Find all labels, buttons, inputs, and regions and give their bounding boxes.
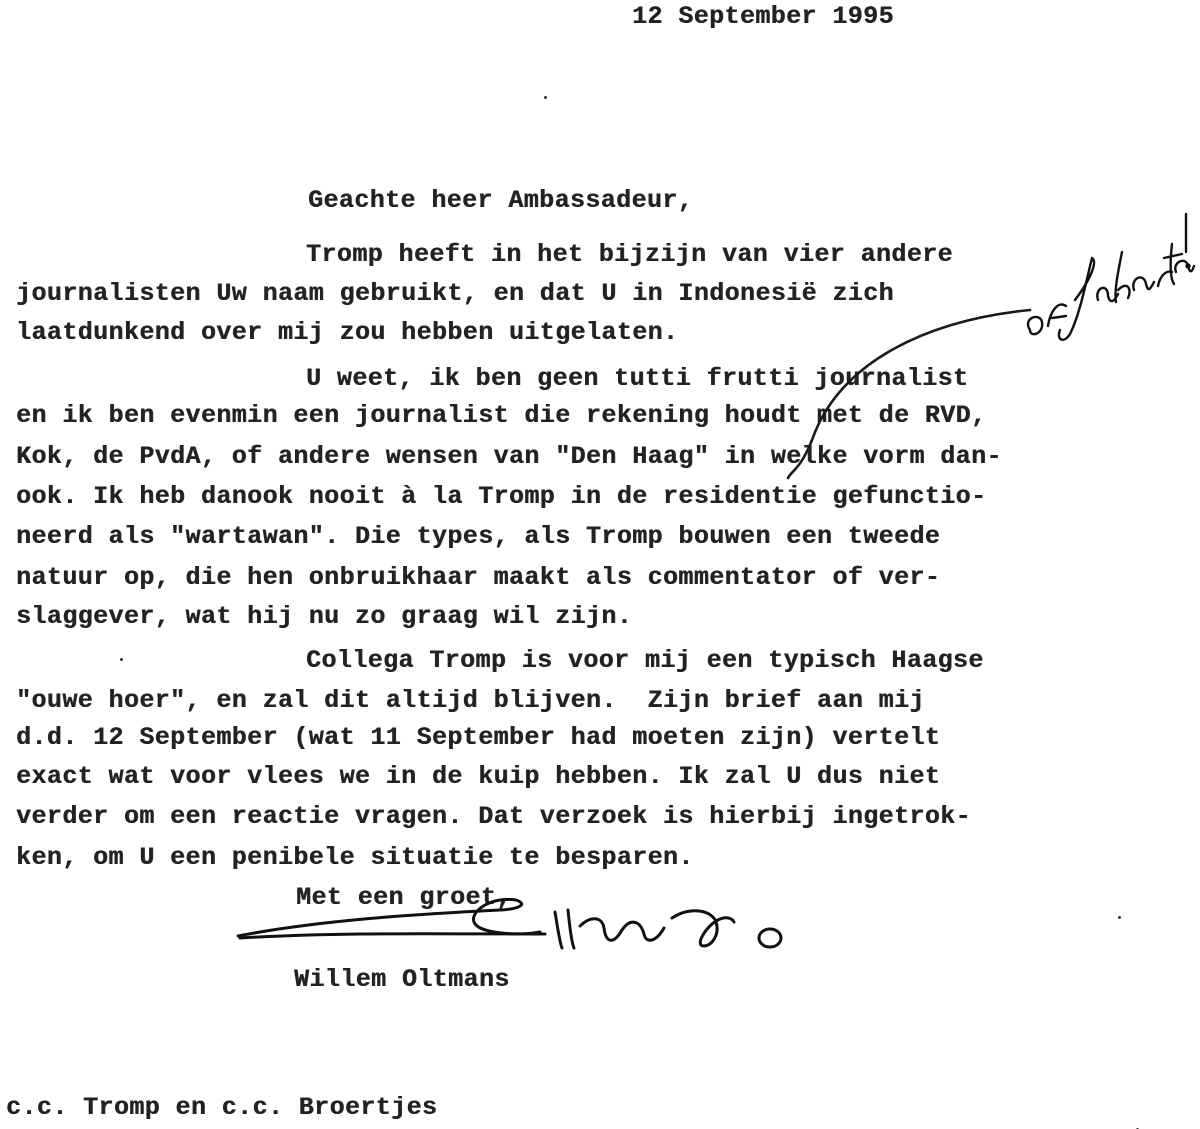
salutation: Geachte heer Ambassadeur,: [308, 186, 694, 215]
closing: Met een groet,: [296, 883, 512, 912]
paragraph-3-line-2: "ouwe hoer", en zal dit altijd blijven. Zijn brief aan mij: [16, 686, 925, 715]
paragraph-2-line-3: Kok, de PvdA, of andere wensen van "Den Haag" in welke vorm dan-: [16, 442, 1002, 471]
scan-speck: [1118, 916, 1121, 919]
signature-name: Willem Oltmans: [294, 965, 510, 994]
paragraph-2-line-6: natuur op, die hen onbruikhaar maakt als commentator of ver-: [16, 563, 941, 592]
paragraph-3-line-6: ken, om U een penibele situatie te besparen.: [16, 843, 694, 872]
scan-speck: [120, 658, 123, 661]
letter-date: 12 September 1995: [632, 2, 894, 31]
paragraph-1-line-1: Tromp heeft in het bijzijn van vier andere: [306, 240, 953, 269]
paragraph-3-line-4: exact wat voor vlees we in de kuip hebben. Ik zal U dus niet: [16, 762, 941, 791]
paragraph-2-line-1: U weet, ik ben geen tutti frutti journalist: [306, 364, 969, 393]
paragraph-2-line-4: ook. Ik heb danook nooit à la Tromp in de residentie gefunctio-: [16, 482, 987, 511]
paragraph-2-line-2: en ik ben evenmin een journalist die rekening houdt met de RVD,: [16, 401, 987, 430]
handwritten-note-of-jakarta: [1028, 214, 1194, 340]
paragraph-1-line-2: journalisten Uw naam gebruikt, en dat U in Indonesië zich: [16, 279, 894, 308]
carbon-copy-line: c.c. Tromp en c.c. Broertjes: [6, 1093, 438, 1122]
scan-speck: [544, 96, 547, 99]
paragraph-3-line-5: verder om een reactie vragen. Dat verzoek is hierbij ingetrok-: [16, 802, 971, 831]
paragraph-3-line-3: d.d. 12 September (wat 11 September had moeten zijn) vertelt: [16, 723, 941, 752]
paragraph-1-line-3: laatdunkend over mij zou hebben uitgelaten.: [16, 318, 679, 347]
paragraph-2-line-7: slaggever, wat hij nu zo graag wil zijn.: [16, 602, 633, 631]
paragraph-2-line-5: neerd als "wartawan". Die types, als Tromp bouwen een tweede: [16, 522, 941, 551]
paragraph-3-line-1: Collega Tromp is voor mij een typisch Haagse: [306, 646, 984, 675]
